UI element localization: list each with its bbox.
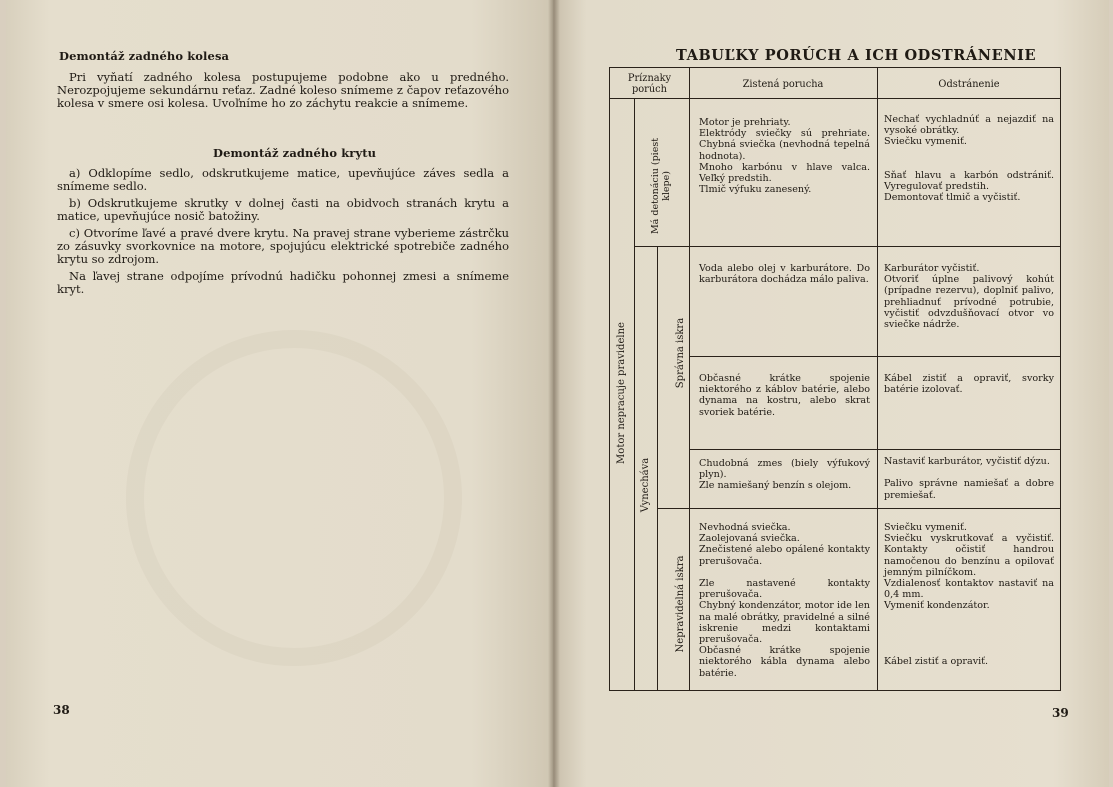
group-irregular-spark: Nepravidelná iskra xyxy=(675,555,686,653)
header-symptoms: Príznaky porúch xyxy=(627,73,672,95)
left-page xyxy=(6,0,553,787)
page-number-right: 39 xyxy=(1052,706,1069,720)
row-5-fault: Nevhodná sviečka. Zaolejovaná sviečka. Znečistené alebo opálené kontakty prerušovača. Zle nastavené kontakty prerušovača. Chybný kondenzátor, motor ide len na malé obrátky, pravidelné a silné iskrenie medzi kontaktami prerušovača. Občasné krátke spojenie niektorého kábla dynama alebo batérie. xyxy=(699,522,870,679)
col-divider-1 xyxy=(689,67,690,691)
group-col-line-2 xyxy=(657,247,658,691)
row-1-fault: Motor je prehriaty. Elektródy sviečky sú prehriate. Chybná sviečka (nevhodná tepelná hodnota). Mnoho karbónu v hlave valca. Veľký predstih. Tlmič výfuku zanesený. xyxy=(699,117,870,196)
paragraph-rear-wheel: Pri vyňatí zadného kolesa postupujeme podobne ako u predného. Nerozpojujeme sekundárnu reťaz. Zadné koleso snímeme z čapov reťazového kolesa v smere osi kolesa. Uvoľníme ho zo záchytu reakcie a snímeme. xyxy=(57,70,509,111)
paragraph-c: c) Otvoríme ľavé a pravé dvere krytu. Na pravej strane vyberieme zástrčku zo zásuvky svorkovnice na motore, spojujúcu elektrické spotrebiče zadného krytu so zdrojom. xyxy=(57,226,509,267)
group-col-line-1 xyxy=(634,98,635,691)
header-fix: Odstránenie xyxy=(938,79,1000,90)
row-1-fix: Nechať vychladnúť a nejazdiť na vysoké obrátky. Sviečku vymeniť. Sňať hlavu a karbón odstrániť. Vyregulovať predstih. Demontovať tlmič a vyčistiť. xyxy=(884,114,1054,204)
row-divider-4 xyxy=(657,508,1061,509)
row-2-fix: Karburátor vyčistiť. Otvoriť úplne palivový kohút (prípadne rezervu), doplniť palivo, prehliadnuť prívodné potrubie, vyčistiť odvzdušňovací otvor vo sviečke nádrže. xyxy=(884,263,1054,331)
table-title: TABUĽKY PORÚCH A ICH ODSTRÁNENIE xyxy=(676,47,1037,64)
page-number-left: 38 xyxy=(53,703,70,717)
group-detonation: Má detonáciu (piest klepe) xyxy=(650,137,672,235)
paragraph-b: b) Odskrutkujeme skrutky v dolnej časti na obidvoch stranách krytu a matice, upevňujúce nosič batožiny. xyxy=(57,196,509,224)
group-motor-irregular: Motor nepracuje pravidelne xyxy=(616,322,627,464)
header-fault: Zistená porucha xyxy=(742,79,824,90)
header-divider xyxy=(609,98,1061,99)
paragraph-d: Na ľavej strane odpojíme prívodnú hadičku pohonnej zmesi a snímeme kryt. xyxy=(57,269,509,297)
group-correct-spark: Správna iskra xyxy=(675,317,686,389)
show-through-ghost xyxy=(126,330,462,666)
row-divider-3 xyxy=(689,449,1061,450)
row-4-fault: Chudobná zmes (biely výfukový plyn). Zle namiešaný benzín s olejom. xyxy=(699,458,870,492)
col-divider-2 xyxy=(877,67,878,691)
row-4-fix: Nastaviť karburátor, vyčistiť dýzu. Palivo správne namiešať a dobre premiešať. xyxy=(884,456,1054,501)
group-misfire: Vynecháva xyxy=(640,457,651,513)
row-divider-1 xyxy=(634,246,1061,247)
row-3-fault: Občasné krátke spojenie niektorého z káblov batérie, alebo dynama na kostru, alebo skrat svoriek batérie. xyxy=(699,373,870,418)
heading-rear-wheel: Demontáž zadného kolesa xyxy=(59,49,230,63)
row-divider-2 xyxy=(689,356,1061,357)
row-5-fix: Sviečku vymeniť. Sviečku vyskrutkovať a vyčistiť. Kontakty očistiť handrou namočenou do benzínu a opilovať jemným pilníčkom. Vzdialenosť kontaktov nastaviť na 0,4 mm. Vymeniť kondenzátor. Kábel zistiť a opraviť. xyxy=(884,522,1054,668)
book-gutter xyxy=(548,0,560,787)
row-3-fix: Kábel zistiť a opraviť, svorky batérie izolovať. xyxy=(884,373,1054,396)
heading-rear-cover: Demontáž zadného krytu xyxy=(213,146,377,160)
paragraph-a: a) Odklopíme sedlo, odskrutkujeme matice, upevňujúce záves sedla a snímeme sedlo. xyxy=(57,166,509,194)
row-2-fault: Voda alebo olej v karburátore. Do karburátora dochádza málo paliva. xyxy=(699,263,870,286)
